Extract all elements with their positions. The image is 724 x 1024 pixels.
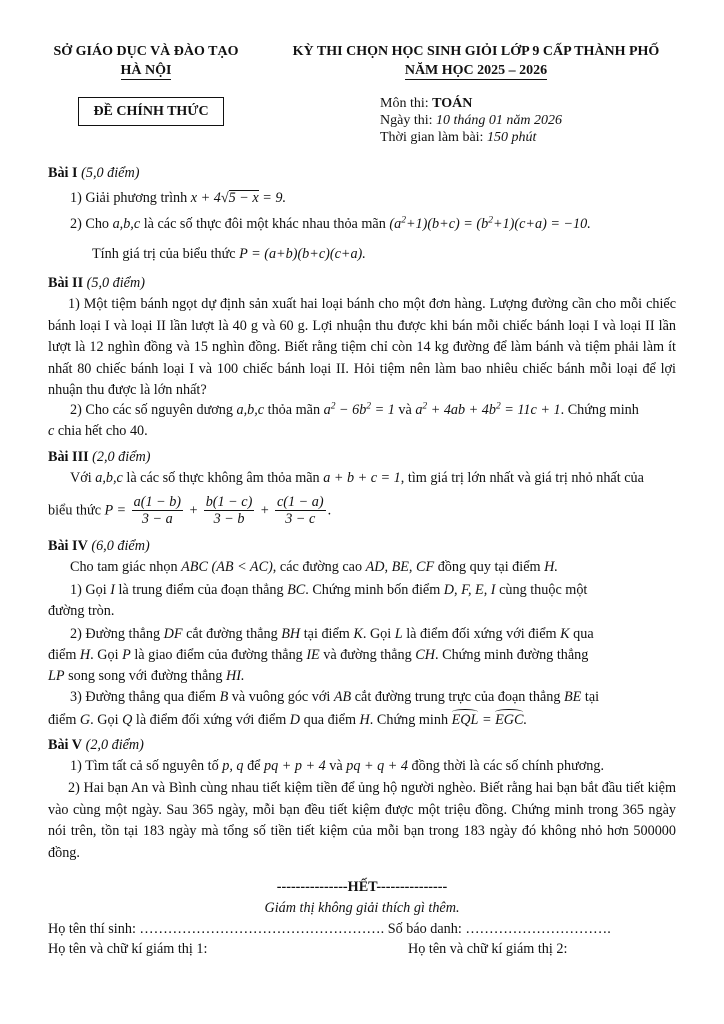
bai4-altitudes: AD, BE, CF: [365, 559, 435, 575]
bai4-q2-a: 2) Đường thẳng: [70, 626, 161, 642]
bai4-q2-j: và đường thẳng: [323, 647, 412, 663]
subject-label: Môn thi:: [380, 96, 433, 111]
bai4-q3-q: Q: [122, 712, 133, 728]
bai4-q2-ie: IE: [306, 647, 320, 663]
bai4-q3-e: điểm: [48, 712, 77, 728]
bai2-var-c: c: [48, 423, 55, 439]
bai5-heading: [48, 735, 144, 756]
bai3-ask: , tìm giá trị lớn nhất và giá trị nhỏ nhất của: [400, 470, 644, 486]
bai1-q1-text: 1) Giải phương trình: [70, 190, 188, 206]
bai4-point-h: H.: [544, 559, 558, 575]
exam-year: NĂM HỌC 2025 – 2026: [404, 63, 548, 78]
bai4-intro-c: đồng quy tại điểm: [437, 559, 541, 575]
bai3-vars: a,b,c: [95, 470, 123, 486]
bai4-intro-a: Cho tam giác nhọn: [70, 559, 178, 575]
bai4-q3-a: 3) Đường thẳng qua điểm: [70, 689, 217, 705]
bai4-q2-k: K: [353, 626, 363, 642]
bai4-q2-p: P: [122, 647, 131, 663]
bai2-p2-and: và: [398, 402, 412, 418]
bai4-q2-e: là điểm đối xứng với điểm: [406, 626, 557, 642]
bai4-q2-k3: . Chứng minh đường thẳng: [435, 647, 589, 663]
bai4-q2-k2: K: [560, 626, 570, 642]
exam-title: [270, 42, 682, 80]
bai3-plus2: +: [259, 502, 270, 519]
bai4-q3-line1: [70, 687, 599, 708]
bai2-p2-prove: . Chứng minh: [560, 402, 639, 418]
bai4-q2-f: qua: [573, 626, 594, 642]
bai4-q3-b-point: B: [219, 689, 229, 705]
bai1-q2-ask: Tính giá trị của biểu thức: [92, 246, 236, 262]
bai4-q2-h: H: [79, 647, 91, 663]
date-label: Ngày thi:: [380, 113, 436, 128]
bai1-vars: a,b,c: [112, 216, 141, 232]
bai4-q1-e: đường tròn.: [48, 603, 115, 619]
bai4-q3-h-point: H: [359, 712, 370, 728]
bai2-eq2: $a^2 + 4ab + 4b^2 = 11c + 1$: [415, 401, 561, 418]
bai4-q2-c: tại điểm: [303, 626, 350, 642]
bai4-q2-lp: LP: [48, 668, 65, 684]
bai3-frac3: $\frac{c(1 - a)}{3 - c}$: [276, 494, 324, 527]
bai4-q2-parallel: song song với đường thẳng: [68, 668, 223, 684]
bai4-q1-d: cùng thuộc một: [499, 582, 588, 598]
date-line: [380, 112, 562, 129]
bai4-q2-line1: [70, 624, 594, 645]
bai4-q2-d: . Gọi: [362, 626, 392, 642]
bai2-problem2: [70, 400, 639, 421]
bai5-q1-a: 1) Tìm tất cả số nguyên tố: [70, 758, 219, 774]
bai3-plus1: +: [188, 502, 199, 519]
bai4-heading: [48, 536, 150, 557]
date-value: 10 tháng 01 năm 2026: [436, 113, 562, 128]
exam-title-line1: KỲ THI CHỌN HỌC SINH GIỎI LỚP 9 CẤP THÀNH PHỐ: [292, 44, 660, 59]
bai4-q3-c: cắt đường trung trực của đoạn thẳng: [354, 689, 561, 705]
bai3-expression-line: [48, 494, 331, 527]
bai4-q3-f: . Gọi: [90, 712, 119, 728]
bai4-q1-line2: [48, 601, 114, 622]
bai5-expr1: pq + p + 4: [264, 758, 326, 774]
bai2-eq1: $a^2 - 6b^2 = 1$: [323, 401, 395, 418]
bai5-q1: [70, 756, 604, 777]
bai4-q3-angles: EQL = EGC.: [452, 712, 527, 728]
end-dashes-left: ---------------: [276, 879, 348, 895]
bai3-sum: a + b + c = 1: [323, 470, 401, 486]
bai3-condition: là các số thực không âm thỏa mãn: [126, 470, 320, 486]
bai5-q1-c: và: [329, 758, 343, 774]
bai4-points: (6,0 điểm): [91, 538, 150, 554]
bai2-title: Bài II: [48, 275, 84, 291]
bai2-vars: a,b,c: [236, 402, 265, 418]
bai3-with: Với: [70, 470, 92, 486]
bai4-q3-g: G: [79, 712, 91, 728]
proctor-note: Giám thị không giải thích gì thêm.: [264, 900, 460, 916]
bai4-q2-bh: BH: [281, 626, 301, 642]
bai3-expression: P =: [104, 502, 127, 519]
exam-info: [380, 95, 562, 146]
bai1-points: (5,0 điểm): [81, 165, 140, 181]
bai2-p2-divisible: chia hết cho 40.: [57, 423, 148, 439]
bai4-q2-line2: [48, 645, 588, 666]
bai1-heading: [48, 163, 139, 184]
bai1-expression: P = (a+b)(b+c)(c+a).: [239, 246, 366, 262]
official-badge: ĐỀ CHÍNH THỨC: [78, 97, 224, 126]
department-name: [42, 42, 250, 80]
bai4-q3-be: BE: [563, 689, 582, 705]
bai4-q2-df: DF: [163, 626, 183, 642]
time-label: Thời gian làm bài:: [380, 130, 487, 145]
bai3-period: .: [327, 502, 332, 519]
bai4-triangle: ABC (AB < AC): [181, 559, 273, 575]
end-dashes-right: ---------------: [376, 879, 448, 895]
bai4-q3-d-point: D: [289, 712, 301, 728]
bai1-equation: x + 4√5 − x = 9.: [190, 190, 287, 206]
bai4-q3-i: . Chứng minh: [369, 712, 449, 728]
bai5-q2: 2) Hai bạn An và Bình cùng nhau tiết kiệm tiền để ủng hộ người nghèo. Biết rằng hai bạn bắt đầu tiết kiệm vào cùng một ngày. Sau 365 ngày, mỗi bạn đều tiết kiệm được một triệu đồng. Chứng minh trong 365 ngày nói trên, tồn tại 183 ngày mà tổng số tiền tiết kiệm của mỗi bạn trong 183 ngày đó không nhỏ hơn 500000 đồng.: [48, 780, 676, 861]
bai3-text: [70, 468, 644, 489]
bai5-primes: p, q: [222, 758, 244, 774]
bai2-points: (5,0 điểm): [86, 275, 145, 291]
time-value: 150 phút: [486, 130, 537, 145]
bai4-q1: [70, 580, 587, 601]
bai4-q3-h: qua điểm: [303, 712, 356, 728]
bai5-q1-d: đồng thời là các số chính phương.: [411, 758, 605, 774]
subject-line: [380, 95, 562, 112]
bai4-intro-b: , các đường cao: [272, 559, 363, 575]
end-text: HẾT: [347, 879, 377, 895]
bai4-title: Bài IV: [48, 538, 88, 554]
bai5-expr2: pq + q + 4: [346, 758, 408, 774]
bai1-title: Bài I: [48, 165, 78, 181]
end-mark: [0, 877, 724, 898]
bai5-title: Bài V: [48, 737, 83, 753]
bai1-q1: [70, 188, 286, 209]
bai3-frac1: $\frac{a(1 - b)}{3 - a}$: [133, 494, 182, 527]
bai1-q2-equation: $(a^2+1)(b+c) = (b^2+1)(c+a) = -10$.: [389, 215, 591, 232]
bai2-problem2-line2: [48, 421, 148, 442]
bai4-q3-ab: AB: [333, 689, 352, 705]
bai4-q2-b: cắt đường thẳng: [186, 626, 278, 642]
bai4-q2-hi: HI.: [225, 668, 245, 684]
bai4-q1-point-i: I: [110, 582, 115, 598]
bai4-q2-ch: CH: [415, 647, 436, 663]
bai4-q2-h2: . Gọi: [90, 647, 119, 663]
bai4-intro: [70, 557, 558, 578]
bai4-q1-segment: BC: [287, 582, 306, 598]
bai4-q1-a: 1) Gọi: [70, 582, 107, 598]
bai5-q1-b: để: [247, 758, 261, 774]
bai2-p2-intro: 2) Cho các số nguyên dương: [70, 402, 233, 418]
bai4-q1-c: . Chứng minh bốn điểm: [305, 582, 441, 598]
bai5-points: (2,0 điểm): [85, 737, 144, 753]
proctor1-line: Họ tên và chữ kí giám thị 1:: [48, 941, 208, 957]
proctor2-line: Họ tên và chữ kí giám thị 2:: [408, 941, 568, 957]
bai1-q2-condition: là các số thực đôi một khác nhau thỏa mãn: [143, 216, 386, 232]
bai4-q1-b: là trung điểm của đoạn thẳng: [118, 582, 284, 598]
bai4-q3-g2: là điểm đối xứng với điểm: [135, 712, 287, 728]
bai4-q3-b: và vuông góc với: [231, 689, 331, 705]
bai4-q2-l: L: [394, 626, 403, 642]
bai1-q2-text: 2) Cho: [70, 216, 110, 232]
bai3-heading: [48, 447, 150, 468]
time-line: [380, 129, 562, 146]
student-info-line: Họ tên thí sinh: ……………………………………………. Số báo danh: ………………………….: [48, 921, 611, 937]
bai3-expression-label: biểu thức: [48, 502, 101, 519]
bai4-q2-line3: [48, 666, 245, 687]
department-line1: SỞ GIÁO DỤC VÀ ĐÀO TẠO: [53, 44, 239, 59]
bai3-points: (2,0 điểm): [92, 449, 151, 465]
bai4-q2-i: là giao điểm của đường thẳng: [134, 647, 303, 663]
bai4-q1-points: D, F, E, I: [443, 582, 496, 598]
bai3-frac2: $\frac{b(1 - c)}{3 - b}$: [205, 494, 253, 527]
bai2-p2-satisfy: thỏa mãn: [267, 402, 321, 418]
bai4-q3-line2: [48, 710, 527, 731]
subject-value: TOÁN: [432, 96, 473, 111]
bai3-title: Bài III: [48, 449, 89, 465]
department-line2: HÀ NỘI: [120, 63, 172, 78]
bai2-heading: [48, 273, 145, 294]
bai4-q3-d: tại: [584, 689, 600, 705]
bai2-problem1: 1) Một tiệm bánh ngọt dự định sản xuất hai loại bánh cho một đơn hàng. Lượng đường cần cho mỗi chiếc bánh loại I và loại II lần lượt là 40 g và 60 g. Lợi nhuận thu được khi bán mỗi chiếc bánh loại I và loại II lần lượt là 12 nghìn đồng và 15 nghìn đồng. Biết rằng tiệm chỉ còn 14 kg đường để làm bánh và tiệm phải làm ít nhất 80 chiếc bánh loại I và 100 chiếc bánh loại II. Hỏi tiệm nên làm bao nhiêu chiếc bánh mỗi loại để lợi nhuận thu được là lớn nhất?: [48, 296, 676, 399]
bai4-q2-g: điểm: [48, 647, 77, 663]
bai1-q2-line2: [92, 244, 366, 265]
bai1-q2: [70, 214, 591, 235]
